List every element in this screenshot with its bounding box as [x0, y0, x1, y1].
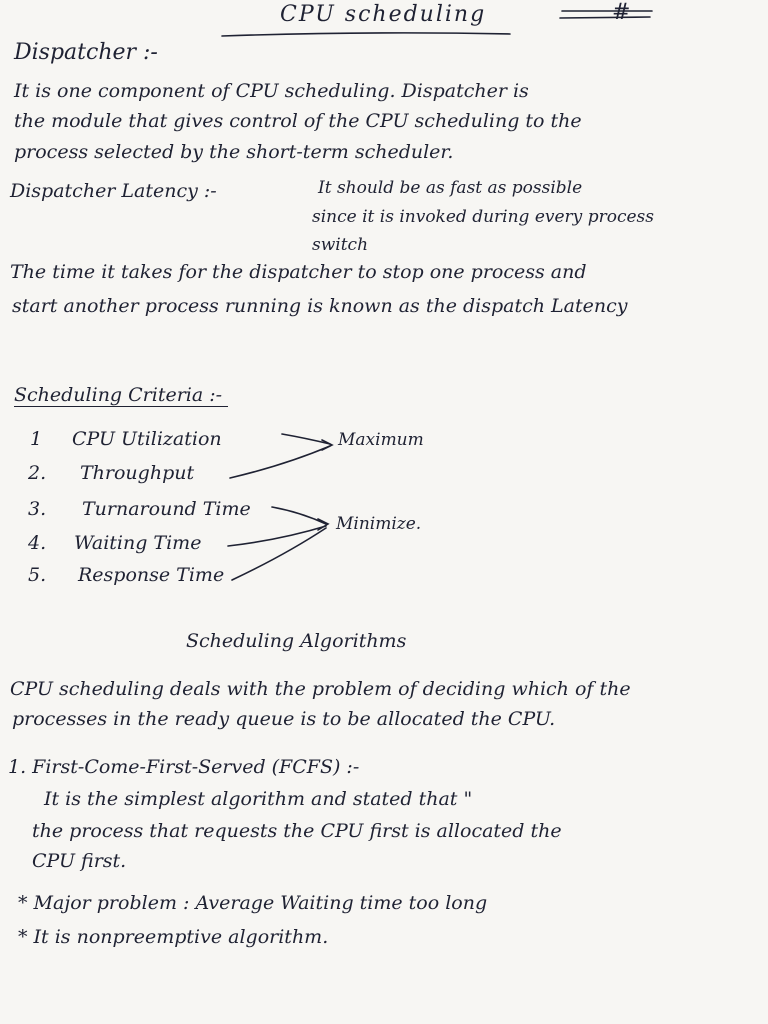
criteria-number: 5. — [28, 564, 47, 586]
criteria-heading: Scheduling Criteria :- — [14, 384, 228, 407]
title-mark-strike — [560, 11, 652, 18]
fcfs-line: the process that requests the CPU first is allocated the — [32, 820, 562, 842]
fcfs-note: * It is nonpreemptive algorithm. — [18, 926, 329, 948]
latency-definition: start another process running is known as the dispatch Latency — [12, 295, 628, 317]
criteria-item: Turnaround Time — [82, 498, 251, 520]
criteria-item: Throughput — [80, 462, 195, 484]
algorithms-heading: Scheduling Algorithms — [186, 630, 407, 652]
maximize-brace — [230, 434, 330, 478]
title-underline — [222, 33, 510, 36]
title-mark: # — [612, 0, 631, 25]
latency-note: It should be as fast as possible — [318, 178, 583, 198]
page-title: CPU scheduling — [280, 2, 487, 27]
latency-note: since it is invoked during every process — [312, 207, 654, 227]
algorithms-intro: CPU scheduling deals with the problem of deciding which of the — [10, 678, 631, 700]
dispatcher-line: It is one component of CPU scheduling. Dispatcher is — [14, 80, 529, 102]
fcfs-note: * Major problem : Average Waiting time too long — [18, 892, 488, 914]
fcfs-line: CPU first. — [32, 850, 127, 872]
fcfs-heading: 1. First-Come-First-Served (FCFS) :- — [8, 756, 360, 778]
criteria-item: Response Time — [78, 564, 225, 586]
algorithms-intro: processes in the ready queue is to be allocated the CPU. — [12, 708, 556, 730]
minimize-label: Minimize. — [336, 514, 422, 534]
criteria-number: 3. — [28, 498, 47, 520]
criteria-item: Waiting Time — [74, 532, 202, 554]
criteria-number: 2. — [28, 462, 47, 484]
fcfs-line: It is the simplest algorithm and stated that " — [44, 788, 473, 810]
criteria-number: 4. — [28, 532, 47, 554]
maximize-label: Maximum — [338, 430, 424, 450]
dispatcher-line: the module that gives control of the CPU scheduling to the — [14, 110, 582, 132]
latency-note: switch — [312, 235, 369, 255]
criteria-item: CPU Utilization — [72, 428, 222, 450]
dispatcher-line: process selected by the short-term scheduler. — [14, 141, 454, 163]
criteria-number: 1 — [30, 428, 43, 450]
latency-definition: The time it takes for the dispatcher to stop one process and — [10, 261, 587, 283]
dispatcher-heading: Dispatcher :- — [14, 40, 158, 65]
latency-heading: Dispatcher Latency :- — [10, 180, 217, 202]
